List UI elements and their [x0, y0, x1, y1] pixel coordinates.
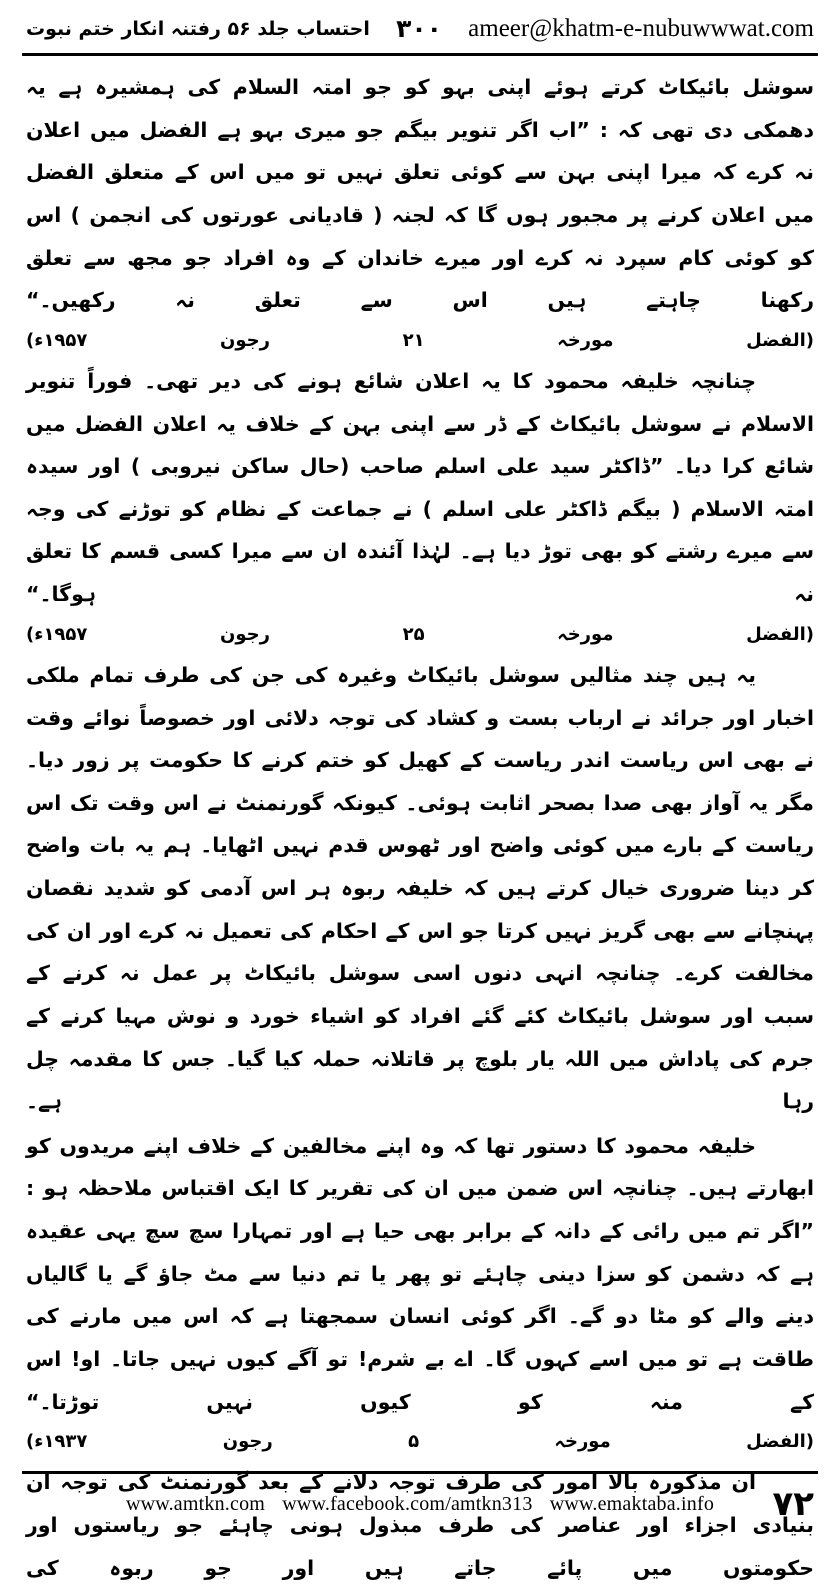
- page-header: [0, 0, 840, 49]
- header-book-title: احتساب جلد ۵۶ رفتنہ انکار ختم نبوت: [26, 17, 370, 40]
- citation-3: (الفضل مورخہ ۵ رجون ۱۹۳۷ء): [26, 1431, 814, 1453]
- paragraph-5: ان مذکورہ بالا امور کی طرف توجہ دلانے کے بعد گورنمنٹ کی توجہ ان بنیادی اجزاء اور عناصر کی طرف مبذول ہونی چاہئے جو ریاستوں اور حکومتوں میں پائے جاتے ہیں اور جو ربوہ کی: [26, 1470, 814, 1580]
- page-content: [0, 56, 840, 1589]
- paragraph-3: یہ ہیں چند مثالیں سوشل بائیکاٹ وغیرہ کی جن کی طرف تمام ملکی اخبار اور جرائد نے ارباب بست و کشاد کی توجہ دلائی اور خصوصاً نوائے وقت نے بھی اس ریاست اندر ریاست کے کھیل کو ختم کرنے کا حکومت پر زور دیا۔ مگر یہ آواز بھی صدا بصحر اثابت ہوئی۔ کیونکہ گورنمنٹ نے اس وقت تک اس ریاست کے بارے میں کوئی واضح اور ٹھوس قدم نہیں اٹھایا۔ ہم یہ بات واضح کر دینا ضروری خیال کرتے ہیں کہ خلیفہ ربوہ ہر اس آدمی کو شدید نقصان پہنچانے سے بھی گریز نہیں کرتا جو اس کے احکام کی تعمیل نہ کرے اور ان کی مخالفت کرے۔ چنانچہ انہی دنوں اسی سوشل بائیکاٹ پر عمل نہ کرنے کے سبب اور سوشل بائیکاٹ کئے گئے افراد کو اشیاء خورد و نوش مہیا کرنے کے جرم کی پاداش میں اللہ یار بلوچ پر قاتلانہ حملہ کیا گیا۔ جس کا مقدمہ چل رہا ہے۔: [26, 662, 814, 1114]
- citation-2: (الفضل مورخہ ۲۵ رجون ۱۹۵۷ء): [26, 623, 814, 645]
- footer-page-number: ۷۲: [772, 1484, 814, 1524]
- citation-1: (الفضل مورخہ ۲۱ رجون ۱۹۵۷ء): [26, 329, 814, 351]
- header-email: ameer@khatm-e-nubuwwwat.com: [468, 14, 814, 42]
- paragraph-1: سوشل بائیکاٹ کرتے ہوئے اپنی بہو کو جو امتہ السلام کی ہمشیرہ ہے یہ دھمکی دی تھی کہ : ”اب اگر تنویر بیگم جو میری بہو ہے الفضل میں اعلان نہ کرے کہ میرا اپنی بہن سے کوئی تعلق نہیں تو میں اس کے متعلق الفضل میں اعلان کرنے پر مجبور ہوں گا کہ لجنہ ( قادیانی عورتوں کی انجمن ) اس کو کوئی کام سپرد نہ کرے اور میرے خاندان کے وہ افراد جو مجھ سے تعلق رکھنا چاہتے ہیں اس سے تعلق نہ رکھیں۔“: [26, 75, 814, 313]
- header-page-number: ۳۰۰: [396, 14, 442, 43]
- footer-links: [116, 1493, 724, 1516]
- paragraph-2: چنانچہ خلیفہ محمود کا یہ اعلان شائع ہونے کی دیر تھی۔ فوراً تنویر الاسلام نے سوشل بائیکاٹ کے ڈر سے اپنی بہن کے خلاف یہ اعلان الفضل میں شائع کرا دیا۔ ”ڈاکٹر سید علی اسلم صاحب (حال ساکن نیروبی ) اور سیدہ امتہ الاسلام ( بیگم ڈاکٹر علی اسلم ) نے جماعت کے نظام کو توڑنے کی وجہ سے میرے رشتے کو بھی توڑ دیا ہے۔ لہٰذا آئندہ ان سے میرا کسی قسم کا تعلق نہ ہوگا۔“: [26, 368, 814, 607]
- footer-link-facebook[interactable]: www.facebook.com/amtkn313: [282, 1492, 533, 1515]
- footer-link-amtkn[interactable]: www.amtkn.com: [125, 1492, 266, 1515]
- paragraph-4: خلیفہ محمود کا دستور تھا کہ وہ اپنے مخالفین کے خلاف اپنے مریدوں کو ابھارتے ہیں۔ چنانچہ اس ضمن میں ان کی تقریر کا ایک اقتباس ملاحظہ ہو : ”اگر تم میں رائی کے دانہ کے برابر بھی حیا ہے اور تمہارا سچ سچ یہی عقیدہ ہے کہ دشمن کو سزا دینی چاہئے تو پھر یا تم دنیا سے مٹ جاؤ گے یا گالیاں دینے والے کو مٹا دو گے۔ اگر کوئی انسان سمجھتا ہے کہ اس میں مارنے کی طاقت ہے تو میں اسے کہوں گا۔ اے بے شرم! تو آگے کیوں نہیں جاتا۔ او! اس کے منہ کو کیوں نہیں توڑتا۔“: [26, 1133, 814, 1414]
- footer-link-emaktaba[interactable]: www.emaktaba.info: [549, 1492, 715, 1515]
- page-footer: [0, 1471, 840, 1540]
